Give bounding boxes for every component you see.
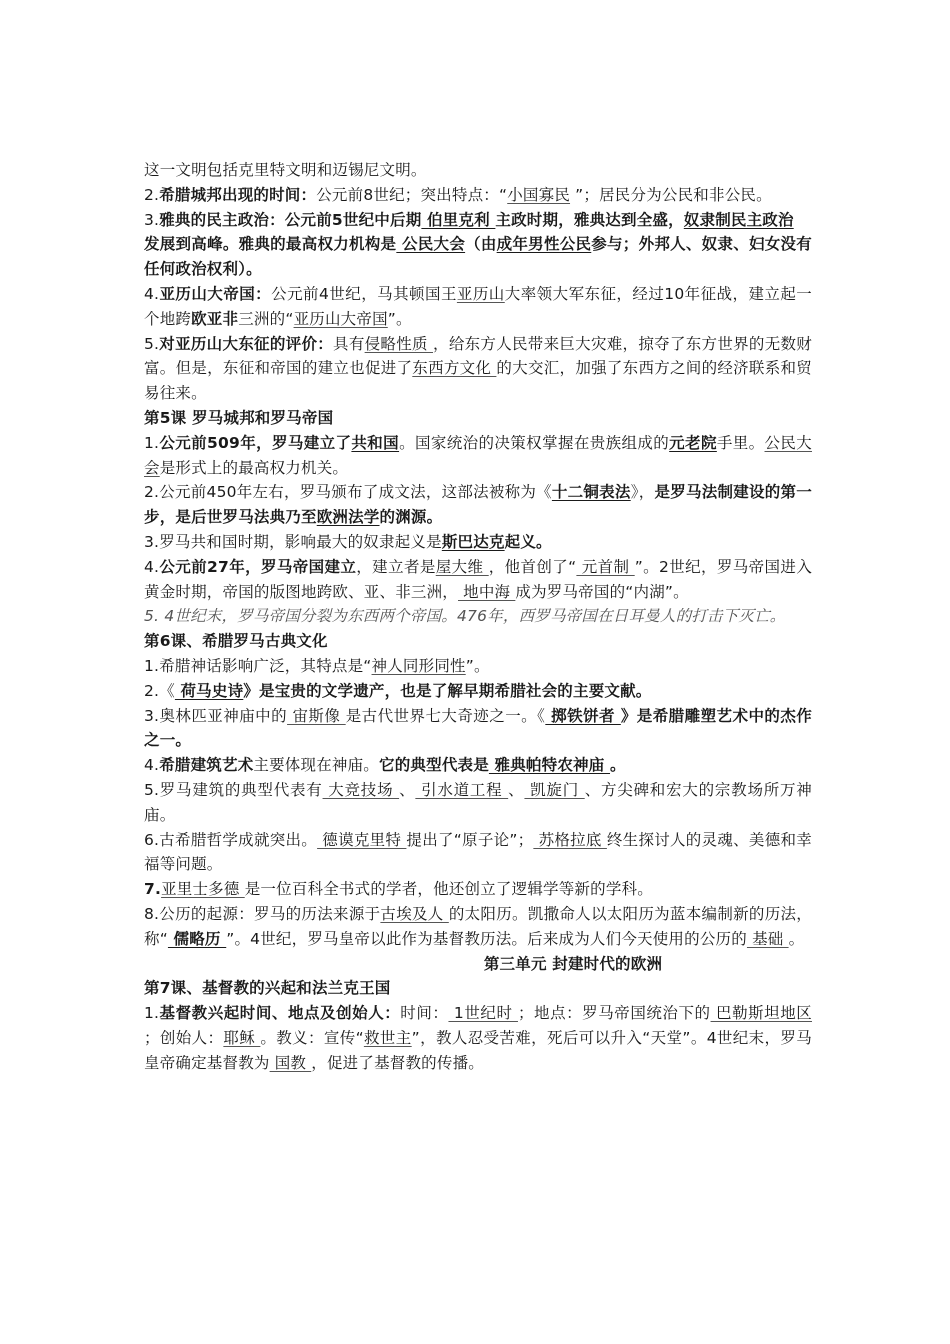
answer-blank: 公民大会 — [144, 433, 812, 477]
text: ，促进了基督教的传播。 — [311, 1053, 484, 1072]
answer-blank: 凯旋门 — [524, 780, 585, 799]
lesson-6-item-2 — [144, 679, 812, 704]
answer-blank: 神人同形同性 — [371, 656, 466, 675]
paragraph-civilization — [144, 158, 812, 183]
answer-blank: 小国寡民 — [507, 185, 571, 204]
lesson-5-heading: 第5课 罗马城邦和罗马帝国 — [144, 408, 334, 427]
text: 是罗马法制建设的第一步，是后世罗马法典乃至 — [144, 483, 812, 527]
text: 发展到高峰。雅典的最高权力机构是 — [144, 235, 397, 254]
text: ”。2世纪，罗马帝国进入黄金时期，帝国的版图地跨欧、亚、非三洲， — [144, 557, 813, 601]
lesson-6-heading: 第6课、希腊罗马古典文化 — [144, 632, 328, 651]
item-number: 4. — [144, 557, 160, 576]
item-label: 雅典的民主政治：公元前5世纪中后期 — [159, 210, 422, 229]
answer-blank: 亚历山大帝国 — [293, 309, 388, 328]
item-number: 4. — [144, 756, 160, 775]
text: 。 — [610, 756, 626, 775]
text: ”。 — [387, 309, 412, 328]
text: 是形式上的最高权力机关。 — [159, 458, 349, 477]
answer-blank: 苏格拉底 — [533, 830, 607, 849]
text: （由 — [465, 235, 497, 254]
answer-blank: 引水道工程 — [415, 780, 509, 799]
answer-blank: 元首制 — [576, 557, 635, 576]
text: ；创始人： — [144, 1028, 224, 1047]
text: ，给东方人民带来巨大灾难，掠夺了东方世界的无数财富。但是，东征和帝国的建立也促进了 — [144, 334, 812, 378]
unit-3-heading: 第三单元 封建时代的欧洲 — [483, 954, 663, 973]
answer-blank: 十二铜表法 — [551, 483, 631, 502]
lesson-6-item-3 — [144, 704, 812, 754]
text: 主政时期，雅典达到全盛， — [495, 210, 684, 229]
text: 公元前8世纪；突出特点：“ — [316, 185, 508, 204]
answer-blank: 古埃及人 — [380, 904, 449, 923]
answer-blank: 共和国 — [351, 433, 400, 452]
lesson-6-item-7 — [144, 877, 812, 902]
lesson-7-item-1 — [144, 1001, 812, 1075]
item-number: 7. — [144, 880, 162, 899]
text: 、 — [399, 780, 416, 799]
text: ”；居民分为公民和非公民。 — [570, 185, 772, 204]
lesson-5-item-4 — [144, 555, 812, 605]
text: ”。 — [465, 656, 490, 675]
answer-blank: 掷铁饼者 — [545, 706, 621, 725]
paragraph-athenian-democracy — [144, 208, 812, 282]
text: 具有 — [333, 334, 365, 353]
answer-blank: 屋大维 — [435, 557, 489, 576]
document-page — [144, 158, 812, 1075]
text: 5.罗马建筑的典型代表有 — [144, 780, 323, 799]
text: 、方尖碑和宏大的宗教场所万神庙。 — [144, 780, 812, 824]
answer-blank: 亚里士多德 — [161, 880, 245, 899]
answer-blank: 1世纪时 — [448, 1004, 518, 1023]
text: 1.希腊神话影响广泛，其特点是“ — [144, 656, 372, 675]
text: 终生探讨人的灵魂、美德和幸福等问题。 — [144, 830, 812, 874]
answer-blank: 救世主 — [363, 1028, 412, 1047]
text: ，他首创了“ — [488, 557, 577, 576]
text: 3.奥林匹亚神庙中的 — [144, 706, 288, 725]
lesson-7-heading: 第7课、基督教的兴起和法兰克王国 — [144, 979, 391, 998]
paragraph-alexander-empire — [144, 282, 812, 332]
text: ”。4世纪，罗马皇帝以此作为基督教历法。后来成为人们今天使用的公历的 — [226, 929, 747, 948]
text: 》是希腊雕塑艺术中的杰作之一。 — [144, 706, 812, 750]
answer-blank: 成年男性公民 — [496, 235, 592, 254]
text: 欧亚非 — [191, 309, 239, 328]
text: 的大交汇，加强了东西方之间的经济联系和贸易往来。 — [144, 359, 812, 403]
item-label: 基督教兴起时间、地点及创始人： — [159, 1004, 401, 1023]
answer-blank: 耶稣 — [223, 1028, 261, 1047]
answer-blank: 公民大会 — [396, 235, 466, 254]
lesson-6-item-4 — [144, 753, 812, 778]
answer-blank: 斯巴达克 — [441, 532, 505, 551]
item-number: 3. — [144, 210, 160, 229]
paragraph-greek-city-states — [144, 183, 812, 208]
text: 是一位百科全书式的学者，他还创立了逻辑学等新的学科。 — [244, 880, 653, 899]
text: ；地点：罗马帝国统治下的 — [517, 1004, 711, 1023]
text: 提出了“原子论”； — [406, 830, 534, 849]
text: 起义。 — [504, 532, 552, 551]
item-number: 2. — [144, 483, 160, 502]
lesson-5-item-1 — [144, 431, 812, 481]
answer-blank: 大竞技场 — [322, 780, 400, 799]
text: 手里。 — [716, 433, 765, 452]
item-number: 5. — [144, 334, 160, 353]
item-number: 1. — [144, 433, 160, 452]
answer-blank: 欧洲法学 — [316, 508, 380, 527]
text: 》， — [630, 483, 655, 502]
text: 罗马共和国时期，影响最大的奴隶起义是 — [159, 532, 442, 551]
text: 它的典型代表是 — [379, 756, 489, 775]
answer-blank: 儒略历 — [167, 929, 227, 948]
text: 。教义：宣传“ — [260, 1028, 364, 1047]
text: ”，教人忍受苦难，死后可以升入“天堂”。4世纪末，罗马皇帝确定基督教为 — [144, 1028, 812, 1072]
answer-blank: 元老院 — [669, 433, 717, 452]
answer-blank: 雅典帕特农神庙 — [488, 756, 611, 775]
answer-blank: 奴隶制民主政治 — [683, 210, 794, 229]
paragraph-alexander-evaluation — [144, 332, 812, 406]
text: 的太阳历。凯撒命人以太阳历为蓝本编制新的历法，称“ — [144, 904, 812, 948]
answer-blank: 伯里克利 — [421, 210, 496, 229]
text: 。 — [788, 929, 805, 948]
text: 、 — [508, 780, 525, 799]
lesson-5-item-3 — [144, 530, 812, 555]
answer-blank: 东西方文化 — [412, 359, 497, 378]
lesson-6-item-8 — [144, 902, 812, 952]
lesson-6-item-6 — [144, 828, 812, 878]
item-label: 亚历山大帝国： — [159, 284, 272, 303]
item-number: 1. — [144, 1004, 160, 1023]
answer-blank: 荷马史诗 — [174, 681, 244, 700]
answer-blank: 地中海 — [458, 582, 516, 601]
text: 大率领大军东征，经过10年征战，建立起一个地跨 — [144, 284, 813, 328]
text: 是古代世界七大奇迹之一。《 — [345, 706, 546, 725]
answer-blank: 宙斯像 — [287, 706, 346, 725]
text: ，建立者是 — [356, 557, 436, 576]
text: 三洲的“ — [238, 309, 294, 328]
lesson-5-item-5: 5. 4世纪末，罗马帝国分裂为东西两个帝国。476年，西罗马帝国在日耳曼人的打击下灭亡。 — [144, 607, 786, 626]
text: 成为罗马帝国的“内湖”。 — [515, 582, 689, 601]
item-label: 希腊城邦出现的时间： — [159, 185, 317, 204]
text: 公元前27年，罗马帝国建立 — [159, 557, 357, 576]
text: 2.《 — [144, 681, 175, 700]
answer-blank: 基础 — [746, 929, 789, 948]
lesson-5-item-2 — [144, 480, 812, 530]
answer-blank: 国教 — [269, 1053, 312, 1072]
text: 主要体现在神庙。 — [253, 756, 380, 775]
answer-blank: 亚历山 — [456, 284, 505, 303]
item-number: 4. — [144, 284, 160, 303]
lesson-6-item-5 — [144, 778, 812, 828]
text: 时间： — [400, 1004, 449, 1023]
text: 公元前450年左右，罗马颁布了成文法，这部法被称为《 — [159, 483, 552, 502]
text: 的渊源。 — [379, 508, 443, 527]
text: 希腊建筑艺术 — [159, 756, 254, 775]
item-label: 对亚历山大东征的评价： — [159, 334, 334, 353]
item-number: 3. — [144, 532, 160, 551]
item-number: 2. — [144, 185, 160, 204]
answer-blank: 德谟克里特 — [317, 830, 407, 849]
text: 这一文明包括克里特文明和迈锡尼文明。 — [144, 161, 427, 179]
text: 》是宝贵的文学遗产，也是了解早期希腊社会的主要文献。 — [243, 681, 652, 700]
answer-blank: 巴勒斯坦地区 — [710, 1004, 812, 1023]
text: 参与；外邦人、奴隶、妇女没有任何政治权利）。 — [144, 235, 812, 279]
text: 公元前4世纪，马其顿国王 — [271, 284, 457, 303]
text: 6.古希腊哲学成就突出。 — [144, 830, 318, 849]
lesson-6-item-1 — [144, 654, 812, 679]
text: 公元前509年，罗马建立了 — [159, 433, 352, 452]
answer-blank: 侵略性质 — [364, 334, 434, 353]
text: 8.公历的起源：罗马的历法来源于 — [144, 904, 381, 923]
text: 。国家统治的决策权掌握在贵族组成的 — [399, 433, 670, 452]
